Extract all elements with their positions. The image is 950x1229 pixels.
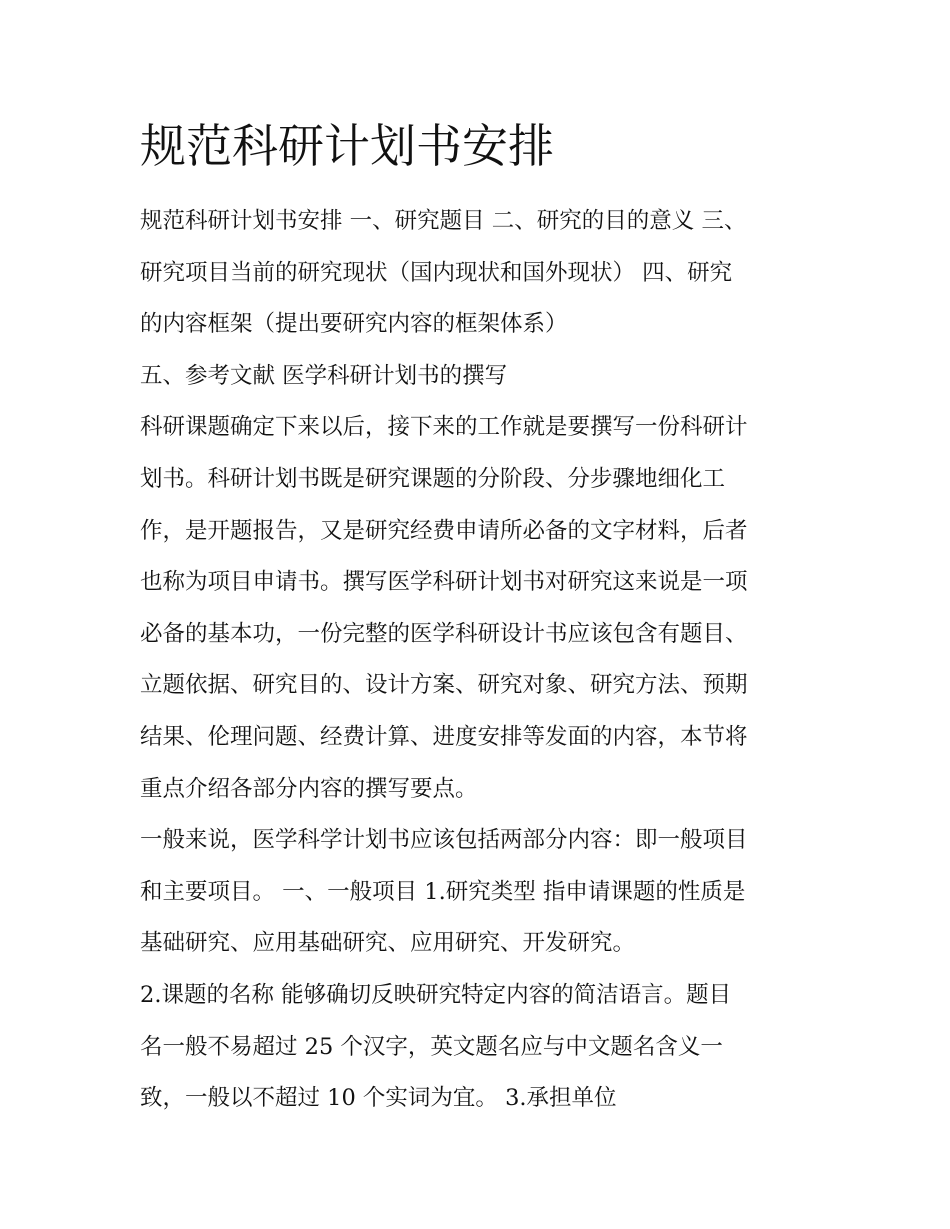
body-line: 科研课题确定下来以后，接下来的工作就是要撰写一份科研计 xyxy=(140,414,748,441)
body-line: 划书。科研计划书既是研究课题的分阶段、分步骤地细化工 xyxy=(140,465,726,492)
body-line: 和主要项目。 一、一般项目 1.研究类型 指申请课题的性质是 xyxy=(140,878,746,905)
body-line: 名一般不易超过 25 个汉字，英文题名应与中文题名含义一 xyxy=(140,1033,723,1060)
body-line: 一般来说，医学科学计划书应该包括两部分内容：即一般项目 xyxy=(140,827,748,854)
body-line: 重点介绍各部分内容的撰写要点。 xyxy=(140,775,478,802)
body-line: 基础研究、应用基础研究、应用研究、开发研究。 xyxy=(140,930,636,957)
body-line: 作，是开题报告，又是研究经费申请所必备的文字材料，后者 xyxy=(140,517,748,544)
body-line: 的内容框架（提出要研究内容的框架体系） xyxy=(140,311,568,338)
body-line: 规范科研计划书安排 一、研究题目 二、研究的目的意义 三、 xyxy=(140,208,747,234)
body-line: 立题依据、研究目的、设计方案、研究对象、研究方法、预期 xyxy=(140,672,748,699)
body-line: 也称为项目申请书。撰写医学科研计划书对研究这来说是一项 xyxy=(140,569,748,596)
document-title: 规范科研计划书安排 xyxy=(140,119,554,173)
document-body xyxy=(140,196,830,1125)
body-line: 研究项目当前的研究现状（国内现状和国外现状） 四、研究 xyxy=(140,259,733,286)
body-line: 2.课题的名称 能够确切反映研究特定内容的简洁语言。题目 xyxy=(140,981,732,1008)
body-line: 结果、伦理问题、经费计算、进度安排等发面的内容，本节将 xyxy=(140,723,748,750)
body-line: 五、参考文献 医学科研计划书的撰写 xyxy=(140,362,508,389)
body-line: 必备的基本功，一份完整的医学科研设计书应该包含有题目、 xyxy=(140,620,748,647)
body-line: 致，一般以不超过 10 个实词为宜。 3.承担单位 xyxy=(140,1085,617,1112)
